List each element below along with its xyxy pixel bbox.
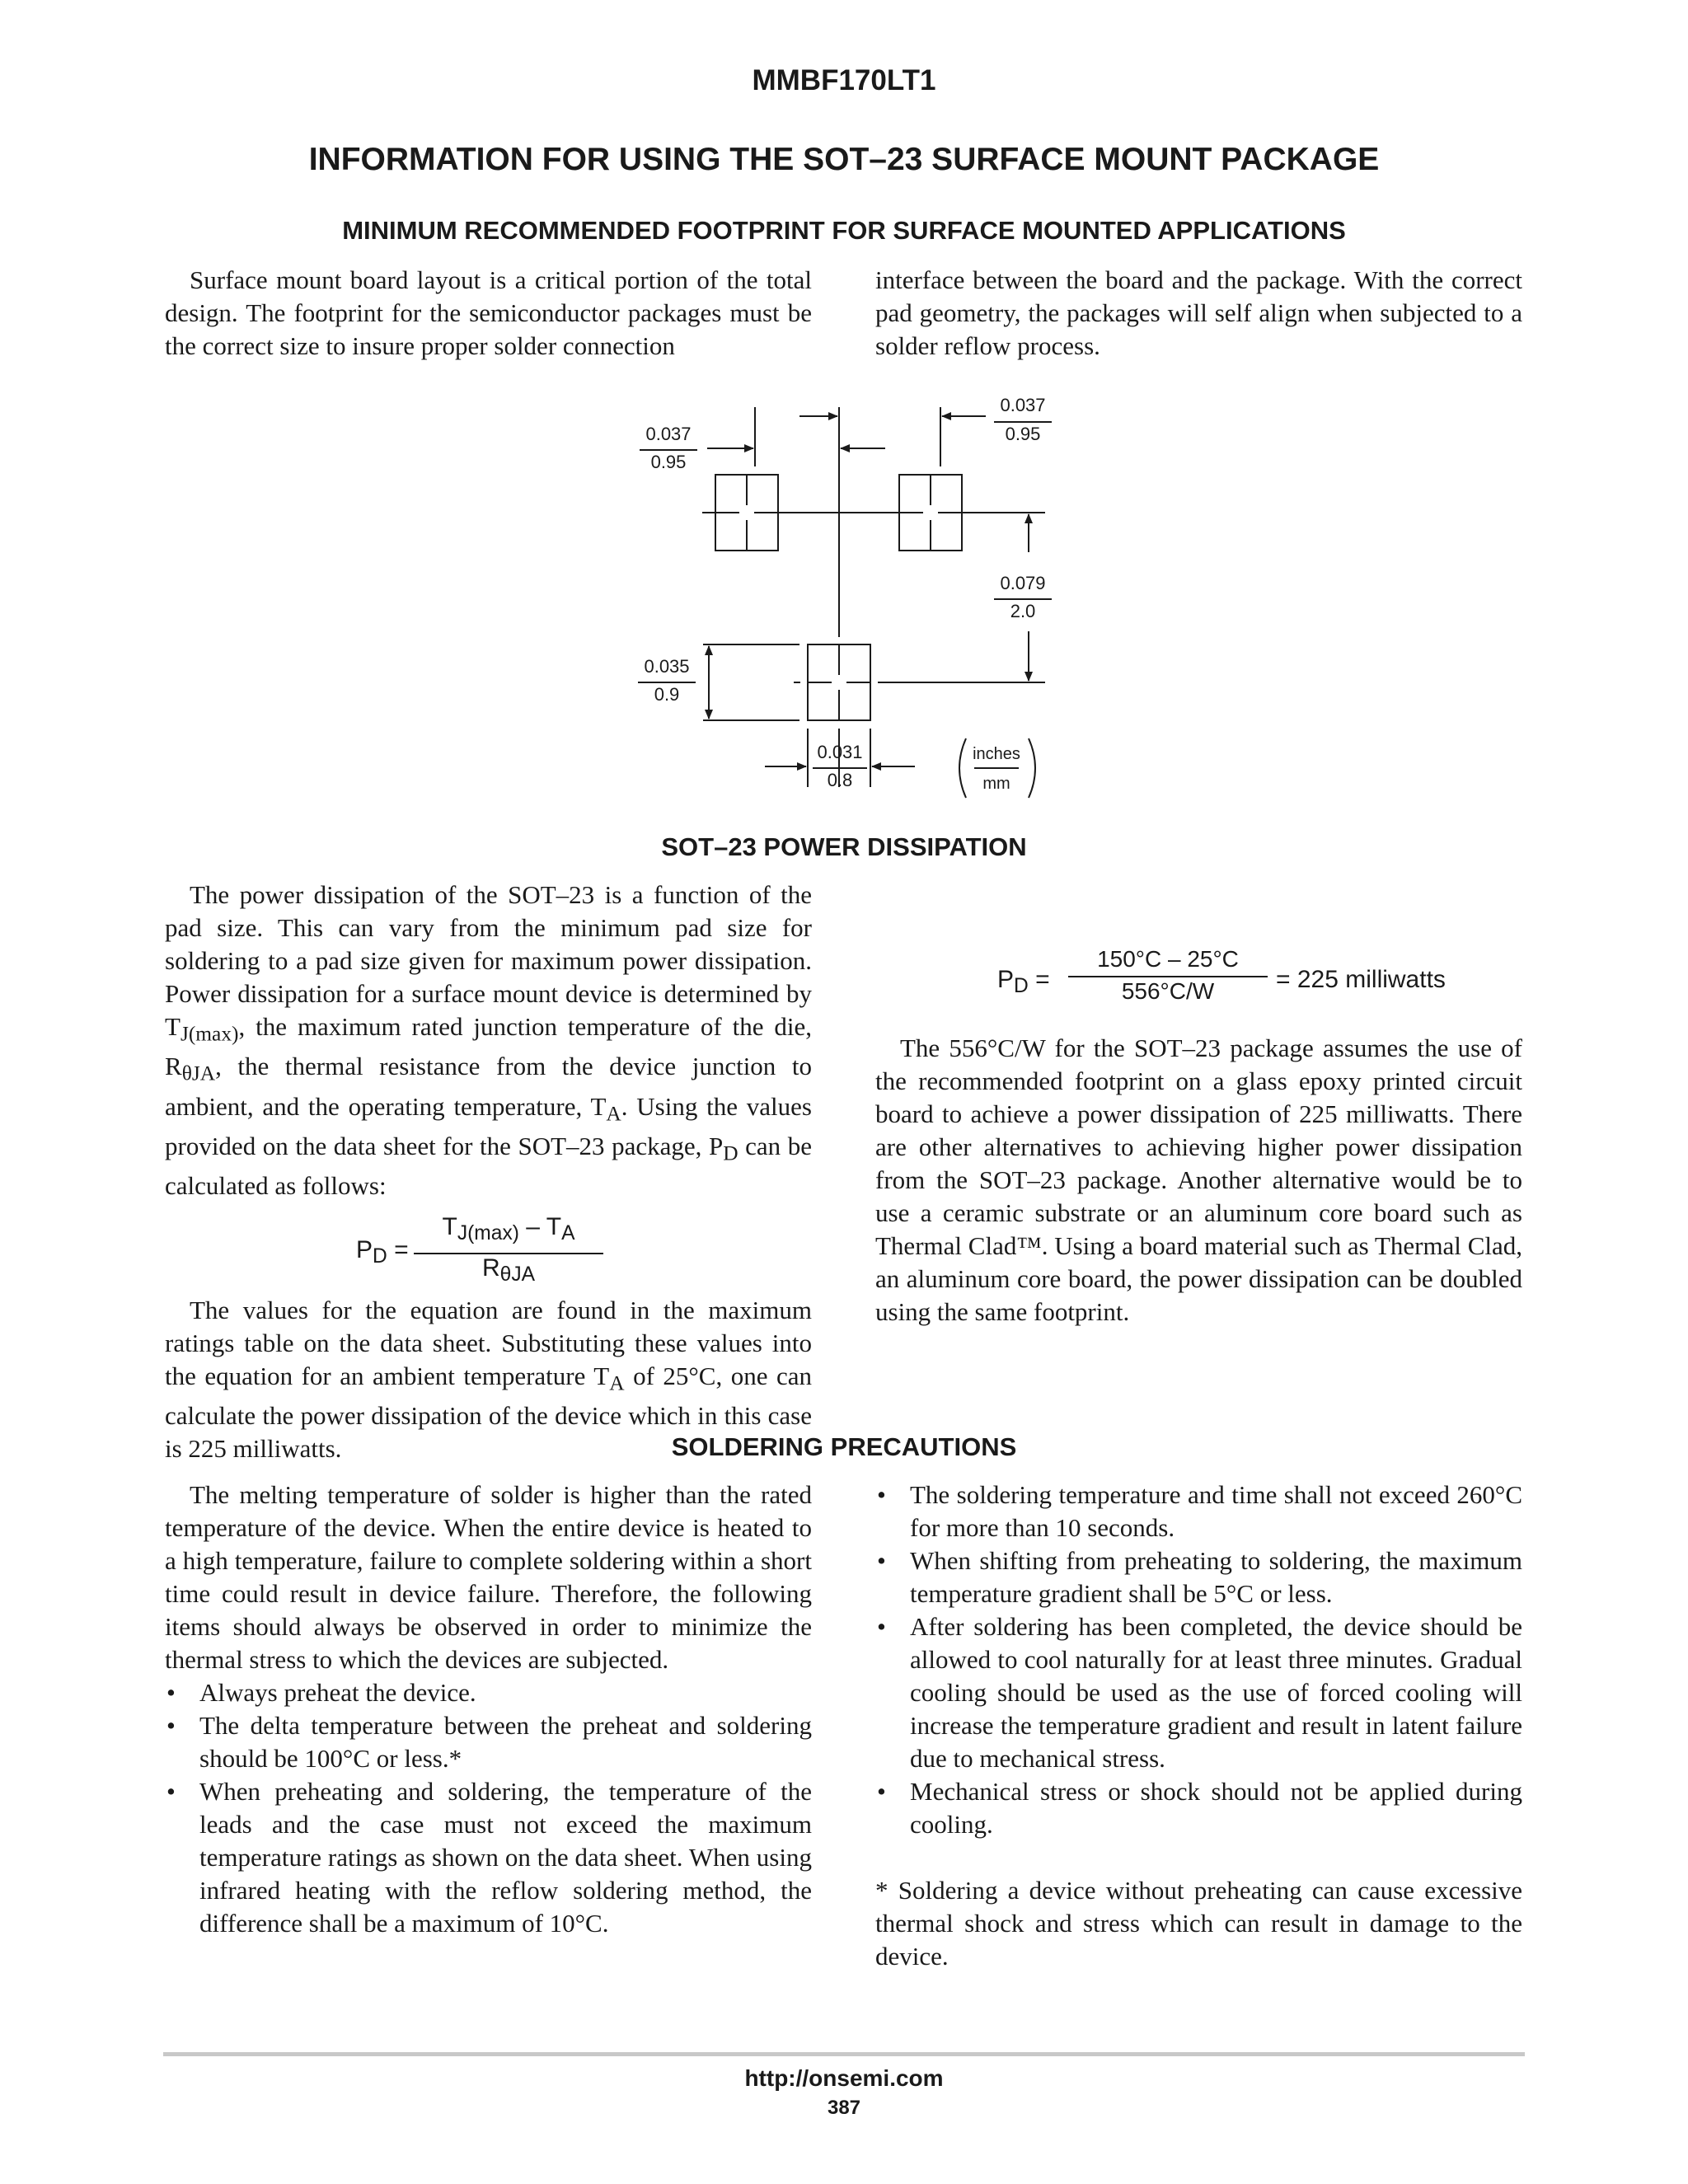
dim-bottom-width-mm: 0.8 bbox=[827, 770, 853, 790]
dim-pad-height-mm: 0.9 bbox=[654, 684, 680, 705]
power-paragraph-1: The power dissipation of the SOT–23 is a function of the pad size. This can vary from the minimum pad size for soldering to a pad size given for maximum power dissipation. Power dissipation for a surface mount device is determined by $T_{J(max)}$, the maximum rated junction temperature of the die, $R_{\theta JA}$, the thermal resistance from the device junction to ambient, and the operating temperature, $T_A$. Using the values provided on the data sheet for the SOT–23 package, $P_D$ can be calculated as follows: bbox=[165, 880, 812, 1201]
eq2-numerator: 150°C – 25°C bbox=[1097, 946, 1239, 972]
unit-mm: mm bbox=[982, 775, 1010, 793]
power-paragraph-3: The 556°C/W for the SOT–23 package assumes the use of the recommended footprint on a glass epoxy printed circuit board to achieve a power dissipation of 225 milliwatts. There are other alternatives to achieving higher power dissipation from the SOT–23 package. Another alternative would be to use a ceramic substrate or an aluminum core board such as Thermal Clad™. Using a board material such as Thermal Clad, an aluminum core board, the power dissipation can be doubled using the same footprint. bbox=[875, 1033, 1522, 1326]
dim-row-span-mm: 2.0 bbox=[1010, 601, 1036, 621]
soldering-bullets-right bbox=[875, 1479, 1522, 1841]
eq2-fraction bbox=[1068, 946, 1268, 1005]
page-title: INFORMATION FOR USING THE SOT–23 SURFACE MOUNT PACKAGE bbox=[308, 142, 1380, 177]
list-item: • When shifting from preheating to soldering, the maximum temperature gradient shall be 5°C or less. bbox=[877, 1546, 1522, 1608]
dim-pad-pitch-in: 0.037 bbox=[1000, 395, 1046, 415]
footprint-paragraph-left: Surface mount board layout is a critical portion of the total design. The footprint for the semiconductor packages must be the correct size to insure proper solder connection bbox=[165, 265, 812, 360]
power-paragraph-2: The values for the equation are found in the maximum ratings table on the data sheet. Substituting these values into the equation for an ambient temperature $T_A$ of 25°C, one can calculate the power dissipation of the device which in this case is 225 milliwatts. bbox=[165, 1296, 812, 1464]
equation-1 bbox=[356, 1236, 409, 1268]
footprint-diagram bbox=[0, 0, 1688, 824]
eq1-numerator: $T_{J(max)} - T_A$ bbox=[442, 1213, 575, 1245]
eq2-denominator: 556°C/W bbox=[1068, 976, 1268, 1005]
soldering-note: * Soldering a device without preheating can cause excessive thermal shock and stress which can result in damage to the device. bbox=[875, 1876, 1522, 1971]
eq1-denominator: $R_{\theta JA}$ bbox=[414, 1253, 603, 1289]
footprint-heading: MINIMUM RECOMMENDED FOOTPRINT FOR SURFACE MOUNTED APPLICATIONS bbox=[342, 216, 1346, 245]
list-item: • Always preheat the device. bbox=[166, 1678, 476, 1707]
soldering-text-right bbox=[875, 1479, 1522, 1973]
page-number: 387 bbox=[827, 2097, 861, 2119]
equation-2 bbox=[997, 966, 1050, 998]
list-item: • The soldering temperature and time shall not exceed 260°C for more than 10 seconds. bbox=[877, 1480, 1522, 1542]
unit-inches: inches bbox=[973, 745, 1020, 763]
footer-rule bbox=[163, 2052, 1525, 2056]
dim-pad-pitch-mm: 0.95 bbox=[1005, 424, 1041, 444]
eq1-lhs: $P_D$ = bbox=[356, 1236, 409, 1268]
dim-pad-height-in: 0.035 bbox=[644, 656, 690, 677]
footer-url-link[interactable]: http://onsemi.com bbox=[744, 2065, 944, 2091]
soldering-intro: The melting temperature of solder is higher than the rated temperature of the device. When the entire device is heated to a high temperature, failure to complete soldering within a short time could result in device failure. Therefore, the following items should always be observed in order to minimize the thermal stress to which the devices are subjected. bbox=[165, 1480, 812, 1674]
list-item: • Mechanical stress or shock should not be applied during cooling. bbox=[877, 1777, 1522, 1839]
footprint-paragraph-right: interface between the board and the package. With the correct pad geometry, the packages will self align when subjected to a solder reflow process. bbox=[875, 265, 1522, 360]
dim-pad-width-in: 0.037 bbox=[645, 424, 692, 444]
list-item: • When preheating and soldering, the temperature of the leads and the case must not exceed the maximum temperature ratings as shown on the data sheet. When using infrared heating with the reflow soldering method, the difference shall be a maximum of 10°C. bbox=[166, 1777, 812, 1938]
power-heading: SOT–23 POWER DISSIPATION bbox=[661, 832, 1027, 861]
eq1-fraction bbox=[414, 1213, 603, 1289]
dim-pad-width-mm: 0.95 bbox=[650, 452, 687, 472]
eq2-result: = 225 milliwatts bbox=[1276, 966, 1446, 993]
soldering-text-left bbox=[165, 1479, 812, 1940]
part-number: MMBF170LT1 bbox=[752, 64, 936, 96]
dim-bottom-width-in: 0.031 bbox=[817, 742, 863, 762]
power-text-left bbox=[165, 879, 812, 1202]
list-item: • After soldering has been completed, the device should be allowed to cool naturally for at least three minutes. Gradual cooling should be used as the use of forced cooling will increase the temperature gradient and result in latent failure due to mechanical stress. bbox=[877, 1612, 1522, 1773]
list-item: • The delta temperature between the preheat and soldering should be 100°C or less.* bbox=[166, 1711, 812, 1773]
soldering-heading: SOLDERING PRECAUTIONS bbox=[671, 1432, 1017, 1461]
soldering-bullets-left bbox=[165, 1676, 812, 1940]
power-text-right bbox=[875, 1032, 1522, 1329]
eq2-lhs: $P_D$ = bbox=[997, 966, 1050, 998]
dim-row-span-in: 0.079 bbox=[1000, 573, 1046, 593]
